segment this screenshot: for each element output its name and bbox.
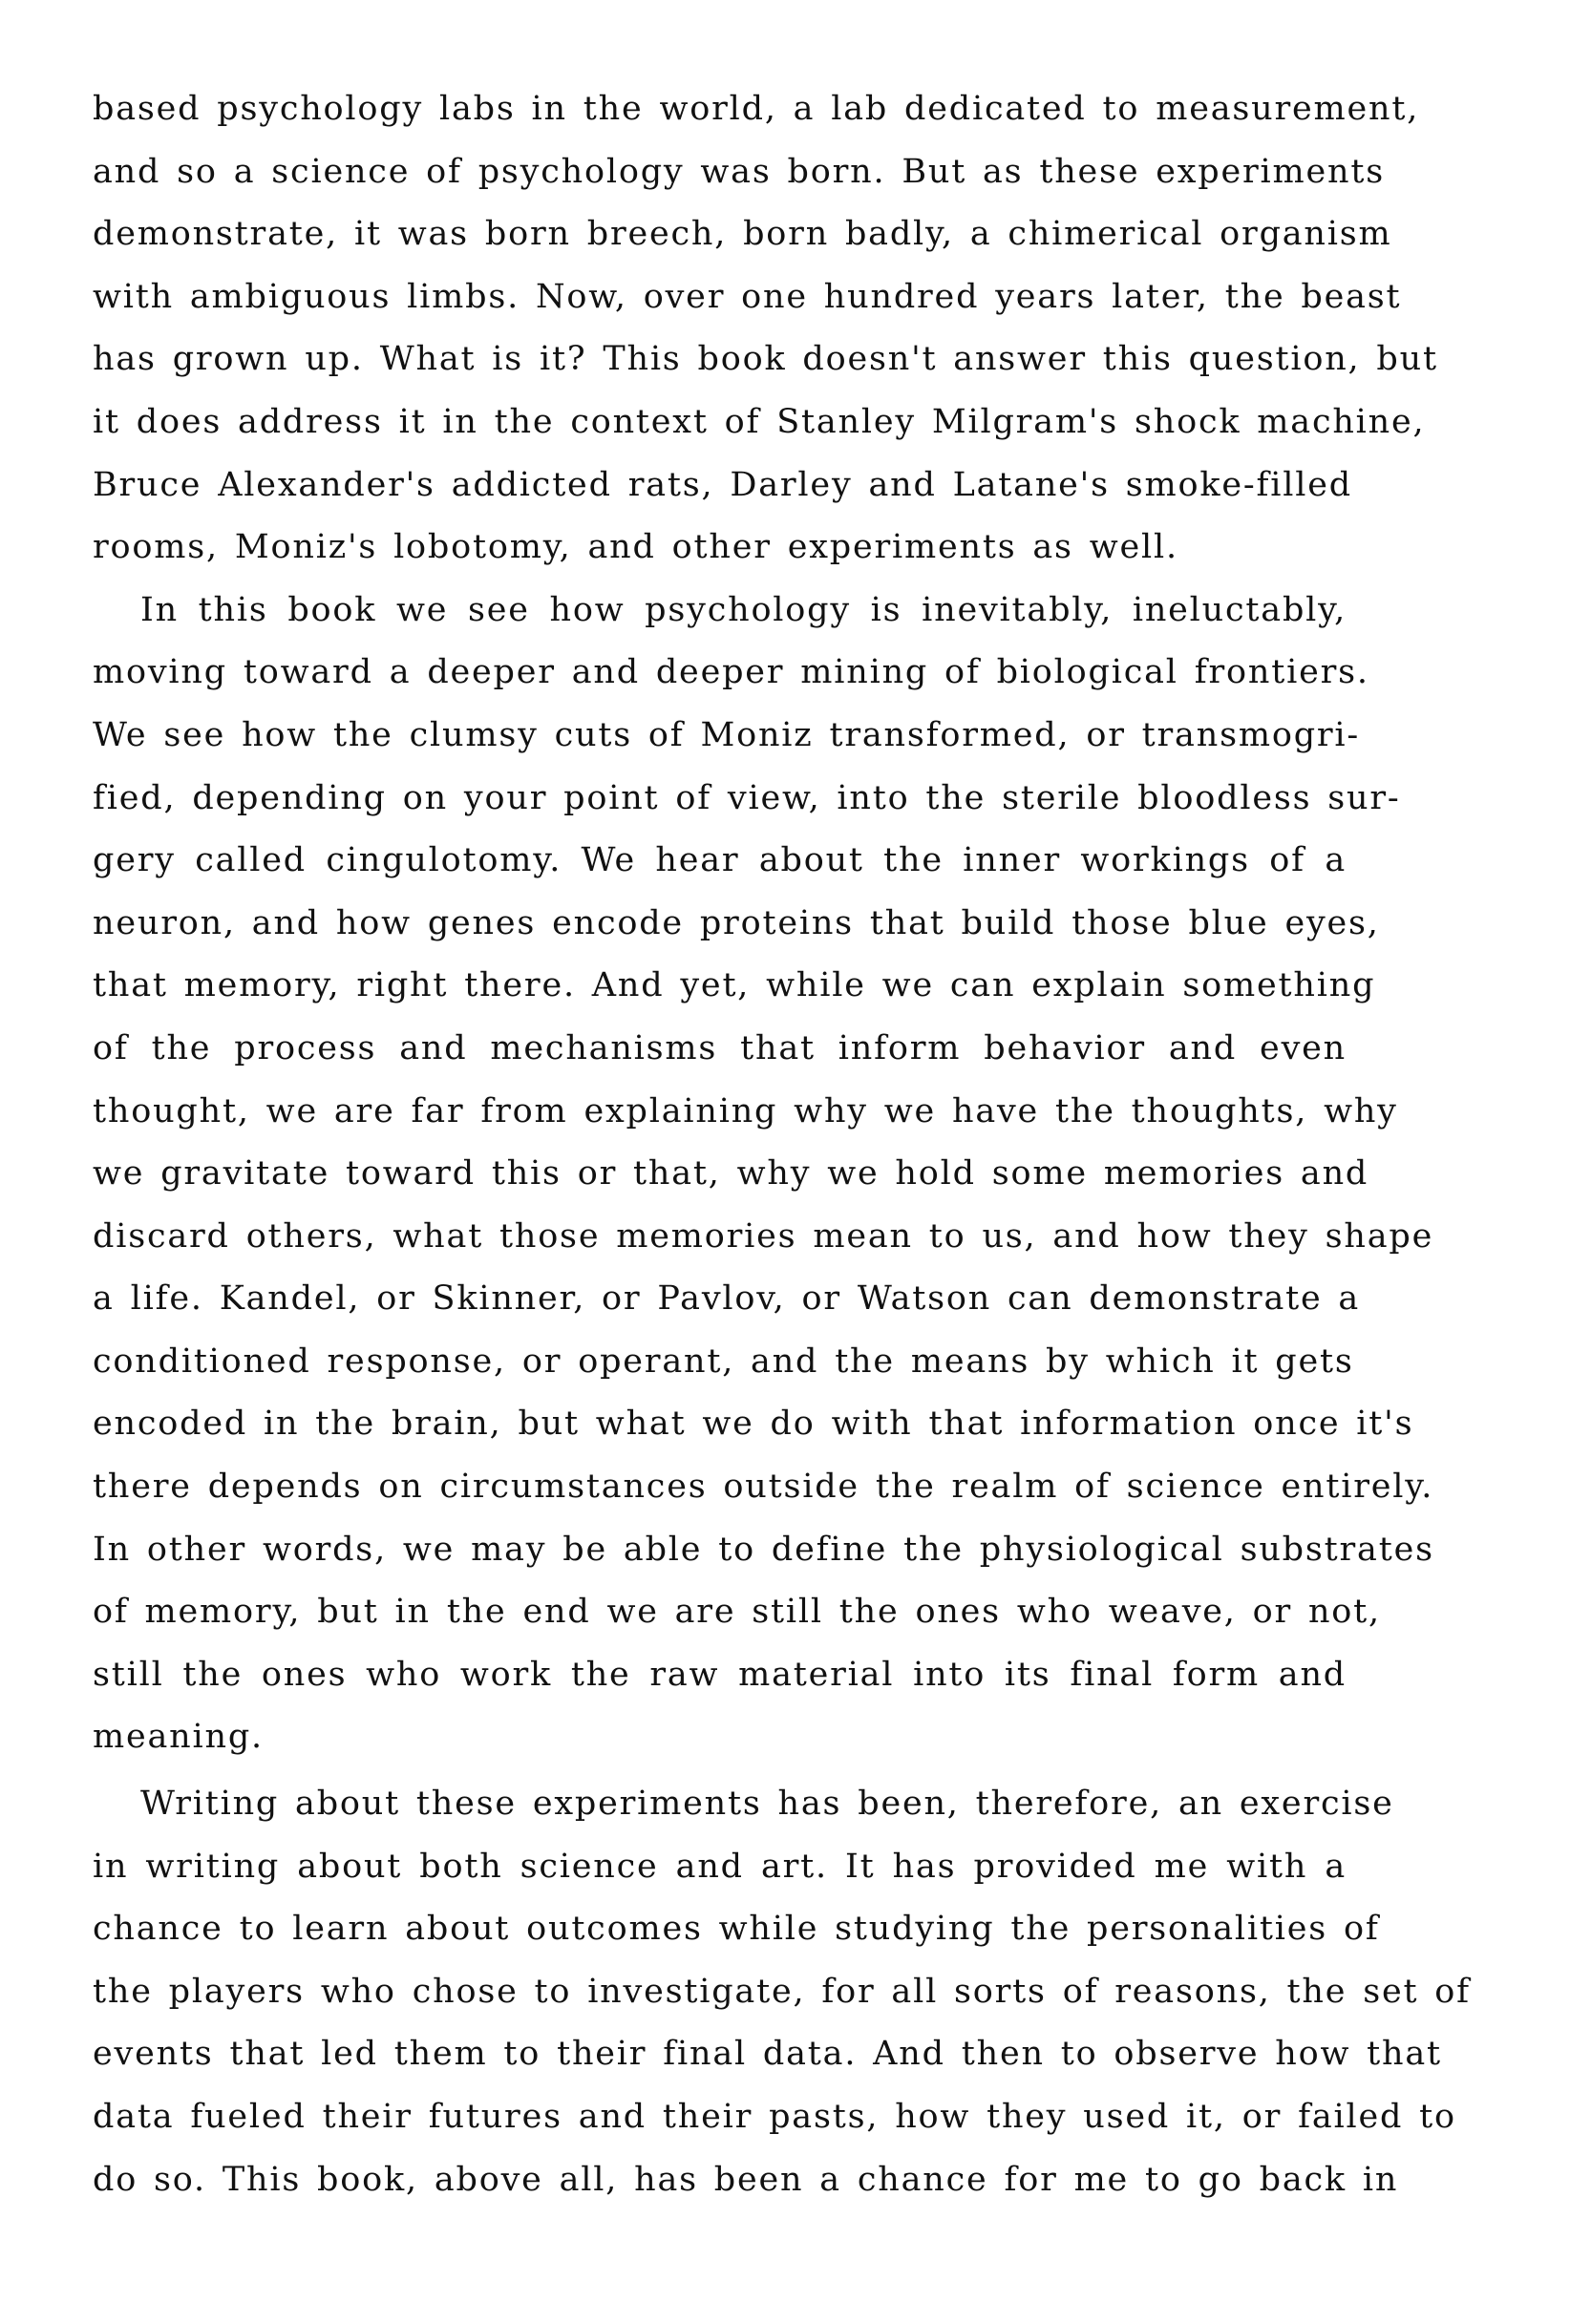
paragraph-1 [93, 78, 1438, 580]
text-line: neuron, and how genes encode proteins that build those blue eyes, [93, 903, 1380, 942]
text-line: of the process and mechanisms that inform behavior and even [93, 1028, 1347, 1067]
text-line: demonstrate, it was born breech, born badly, a chimerical organism [93, 215, 1392, 254]
text-line: events that led them to their final data. And then to observe how that [93, 2035, 1442, 2074]
text-line: a life. Kandel, or Skinner, or Pavlov, or Watson can demonstrate a [93, 1279, 1361, 1319]
text-line: rooms, Moniz's lobotomy, and other experiments as well. [93, 528, 1178, 567]
text-line: data fueled their futures and their pasts, how they used it, or failed to [93, 2098, 1456, 2136]
book-page [93, 78, 1471, 2211]
text-line: In this book we see how psychology is inevitably, ineluctably, [140, 590, 1347, 629]
text-line: in writing about both science and art. It has provided me with a [93, 1847, 1347, 1886]
text-line: and so a science of psychology was born. But as these experiments [93, 152, 1386, 191]
text-line: with ambiguous limbs. Now, over one hundred years later, the beast [93, 277, 1402, 316]
text-line: fied, depending on your point of view, into the sterile bloodless sur- [93, 778, 1401, 817]
text-line: moving toward a deeper and deeper mining of biological frontiers. [93, 653, 1369, 692]
text-line: thought, we are far from explaining why we have the thoughts, why [93, 1091, 1398, 1130]
paragraph-2 [93, 580, 1434, 1769]
text-line: based psychology labs in the world, a lab dedicated to measurement, [93, 90, 1420, 128]
text-line: of memory, but in the end we are still the ones who weave, or not, [93, 1593, 1381, 1632]
text-line: Bruce Alexander's addicted rats, Darley and Latane's smoke-filled [93, 465, 1353, 504]
text-line: there depends on circumstances outside the realm of science entirely. [93, 1468, 1434, 1507]
text-line: We see how the clumsy cuts of Moniz transformed, or transmogri- [93, 715, 1361, 754]
text-line: we gravitate toward this or that, why we hold some memories and [93, 1154, 1369, 1194]
text-line: encoded in the brain, but what we do with that information once it's [93, 1405, 1414, 1444]
text-line: discard others, what those memories mean to us, and how they shape [93, 1216, 1434, 1256]
text-line: do so. This book, above all, has been a chance for me to go back in [93, 2160, 1399, 2199]
text-line: has grown up. What is it? This book doesn't answer this question, but [93, 340, 1438, 379]
text-line: In other words, we may be able to define the physiological substrates [93, 1530, 1434, 1569]
text-line: Writing about these experiments has been, therefore, an exercise [140, 1785, 1394, 1824]
text-line: that memory, right there. And yet, while we can explain something [93, 966, 1376, 1005]
paragraph-3 [93, 1773, 1471, 2211]
text-line: chance to learn about outcomes while studying the personalities of [93, 1910, 1380, 1949]
text-line: still the ones who work the raw material into its final form and [93, 1655, 1347, 1694]
text-line: the players who chose to investigate, for all sorts of reasons, the set of [93, 1972, 1471, 2011]
text-line: gery called cingulotomy. We hear about the inner workings of a [93, 841, 1347, 880]
text-line: conditioned response, or operant, and the means by which it gets [93, 1342, 1354, 1381]
text-line: meaning. [93, 1718, 264, 1757]
text-line: it does address it in the context of Stanley Milgram's shock machine, [93, 402, 1426, 441]
